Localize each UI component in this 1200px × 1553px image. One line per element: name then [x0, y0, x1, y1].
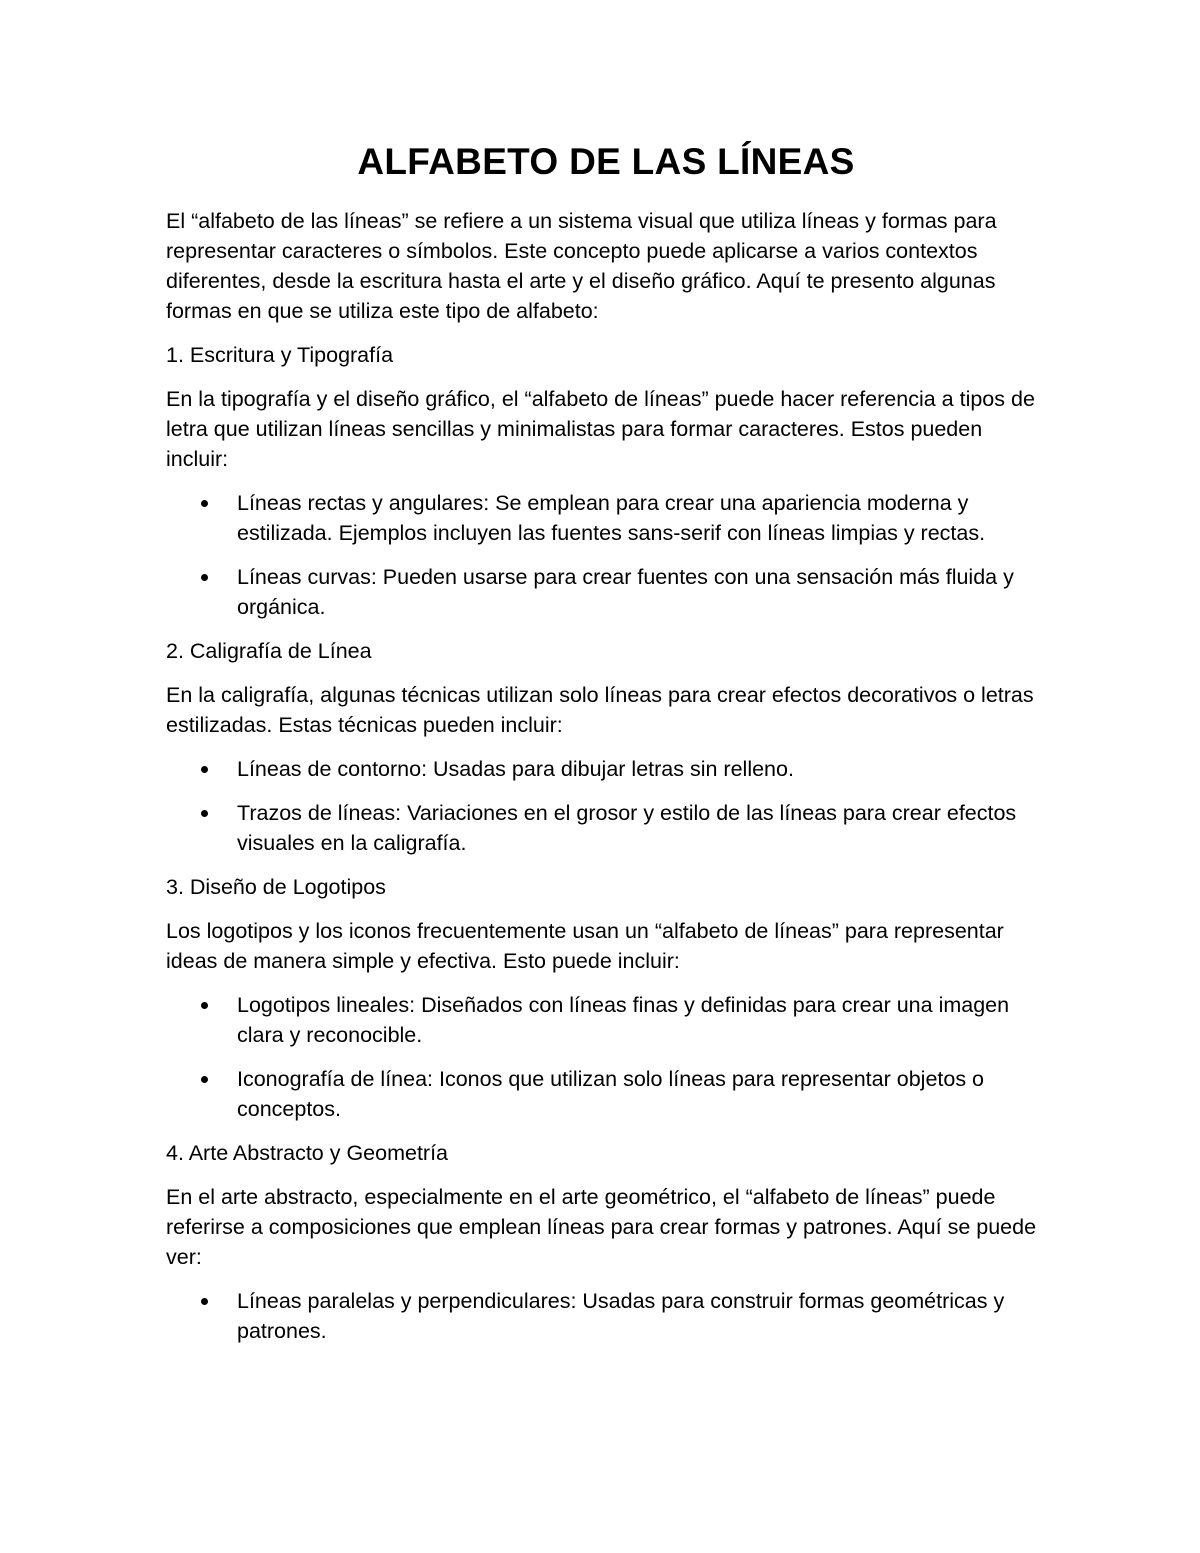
section-heading: 3. Diseño de Logotipos — [166, 875, 386, 899]
section-paragraph: Los logotipos y los iconos frecuentemente usan un “alfabeto de líneas” para representar ideas de manera simple y efectiva. Esto puede incluir: — [166, 919, 1004, 973]
list-item-text: Líneas curvas: Pueden usarse para crear fuentes con una sensación más fluida y orgánica. — [237, 565, 1014, 619]
bullet-list — [166, 488, 1046, 622]
section-diseno-logotipos — [166, 872, 1046, 1124]
list-item — [166, 562, 1046, 622]
list-item — [166, 1064, 1046, 1124]
bullet-list — [166, 990, 1046, 1124]
list-item — [166, 1286, 1046, 1346]
section-heading: 4. Arte Abstracto y Geometría — [166, 1141, 449, 1165]
bullet-icon — [201, 1002, 208, 1009]
list-item-text: Líneas de contorno: Usadas para dibujar letras sin relleno. — [237, 757, 794, 781]
intro-paragraph: El “alfabeto de las líneas” se refiere a un sistema visual que utiliza líneas y formas para representar caracteres o símbolos. Este concepto puede aplicarse a varios contextos diferentes, desde la escritura hasta el arte y el diseño gráfico. Aquí te presento algunas formas en que se utiliza este tipo de alfabeto: — [166, 209, 997, 323]
section-heading: 2. Caligrafía de Línea — [166, 639, 372, 663]
bullet-icon — [201, 766, 208, 773]
section-escritura-tipografia — [166, 340, 1046, 622]
list-item-text: Líneas rectas y angulares: Se emplean para crear una apariencia moderna y estilizada. Ejemplos incluyen las fuentes sans-serif con líneas limpias y rectas. — [237, 491, 986, 545]
list-item-text: Logotipos lineales: Diseñados con líneas finas y definidas para crear una imagen clara y reconocible. — [237, 993, 1010, 1047]
list-item — [166, 488, 1046, 548]
bullet-list — [166, 754, 1046, 858]
list-item — [166, 798, 1046, 858]
section-caligrafia-linea — [166, 636, 1046, 858]
bullet-icon — [201, 574, 208, 581]
section-paragraph: En la caligrafía, algunas técnicas utilizan solo líneas para crear efectos decorativos o letras estilizadas. Estas técnicas pueden incluir: — [166, 683, 1034, 737]
list-item-text: Trazos de líneas: Variaciones en el grosor y estilo de las líneas para crear efectos visuales en la caligrafía. — [237, 801, 1017, 855]
section-paragraph: En la tipografía y el diseño gráfico, el “alfabeto de líneas” puede hacer referencia a tipos de letra que utilizan líneas sencillas y minimalistas para formar caracteres. Estos pueden incluir: — [166, 387, 1035, 471]
list-item-text: Líneas paralelas y perpendiculares: Usadas para construir formas geométricas y patrones. — [237, 1289, 1005, 1343]
section-arte-abstracto — [166, 1138, 1046, 1346]
list-item — [166, 990, 1046, 1050]
list-item — [166, 754, 1046, 784]
document-page — [166, 140, 1046, 1360]
section-paragraph: En el arte abstracto, especialmente en el arte geométrico, el “alfabeto de líneas” puede referirse a composiciones que emplean líneas para crear formas y patrones. Aquí se puede ver: — [166, 1185, 1037, 1269]
bullet-list — [166, 1286, 1046, 1346]
bullet-icon — [201, 1298, 208, 1305]
document-title: ALFABETO DE LAS LÍNEAS — [357, 141, 855, 182]
bullet-icon — [201, 1076, 208, 1083]
list-item-text: Iconografía de línea: Iconos que utilizan solo líneas para representar objetos o conceptos. — [237, 1067, 985, 1121]
section-heading: 1. Escritura y Tipografía — [166, 343, 394, 367]
bullet-icon — [201, 810, 208, 817]
bullet-icon — [201, 500, 208, 507]
